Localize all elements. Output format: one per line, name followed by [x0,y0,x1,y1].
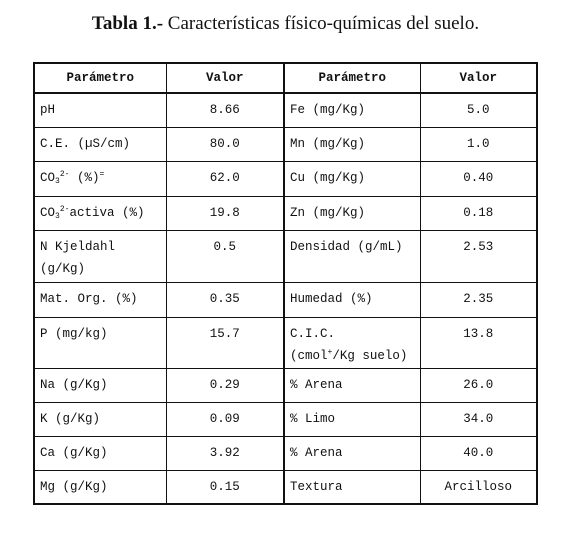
table-caption [0,12,571,36]
param-cell: Zn (mg/Kg) [284,197,420,231]
table-row [34,471,537,505]
param-line2a: (cmol [290,349,328,363]
table-row [34,231,537,283]
header-parametro-right: Parámetro [284,63,420,93]
param-cell: Na (g/Kg) [34,369,166,403]
table-row [34,437,537,471]
caption-lead: Tabla 1.- [91,13,164,34]
table-row [34,318,537,369]
header-valor-right: Valor [420,63,537,93]
param-rest: activa (%) [69,206,145,220]
param-subscript: 3 [55,177,60,186]
value-cell: 2.53 [420,231,537,283]
param-cell: Densidad (g/mL) [284,231,420,283]
value-cell: 26.0 [420,369,537,403]
value-cell: 3.92 [166,437,284,471]
header-parametro-left: Parámetro [34,63,166,93]
param-line1: C.I.C. [290,327,336,341]
param-cell: Mn (mg/Kg) [284,128,420,162]
param-cell: C.E. (µS/cm) [34,128,166,162]
value-cell: 0.40 [420,162,537,197]
param-base: CO [40,206,56,220]
param-subscript: 3 [55,212,60,221]
param-cell: Cu (mg/Kg) [284,162,420,197]
param-cell: % Limo [284,403,420,437]
caption-text: Características físico-químicas del suelo. [167,13,480,34]
value-cell: 80.0 [166,128,284,162]
param-superscript: 2- [59,170,70,179]
param-rest: (%) [69,171,100,185]
param-cell: % Arena [284,369,420,403]
value-cell: 40.0 [420,437,537,471]
table-row [34,162,537,197]
value-cell: 13.8 [420,318,537,369]
param-cell: Ca (g/Kg) [34,437,166,471]
param-base: CO [40,171,56,185]
value-cell: 0.18 [420,197,537,231]
param-cell [34,162,166,197]
param-cell: Mat. Org. (%) [34,283,166,318]
value-cell: 34.0 [420,403,537,437]
param-cell: Fe (mg/Kg) [284,93,420,128]
table-row [34,283,537,318]
param-line2b: /Kg suelo) [332,349,408,363]
table-header-row [34,63,537,93]
value-cell: Arcilloso [420,471,537,505]
table-row [34,93,537,128]
table-row [34,128,537,162]
param-cell: N Kjeldahl (g/Kg) [34,231,166,283]
param-cell [284,318,420,369]
value-cell: 0.15 [166,471,284,505]
value-cell: 0.09 [166,403,284,437]
param-superscript: + [327,348,333,357]
value-cell: 62.0 [166,162,284,197]
value-cell: 0.5 [166,231,284,283]
value-cell: 8.66 [166,93,284,128]
table-row [34,197,537,231]
param-tail: = [99,170,105,179]
param-cell: Humedad (%) [284,283,420,318]
param-cell: % Arena [284,437,420,471]
param-cell: pH [34,93,166,128]
param-cell: Mg (g/Kg) [34,471,166,505]
param-cell: P (mg/kg) [34,318,166,369]
param-superscript: 2- [59,205,70,214]
header-valor-left: Valor [166,63,284,93]
table-row [34,403,537,437]
value-cell: 2.35 [420,283,537,318]
value-cell: 0.29 [166,369,284,403]
soil-characteristics-table [33,62,538,505]
table-row [34,369,537,403]
param-cell [34,197,166,231]
value-cell: 19.8 [166,197,284,231]
param-cell: K (g/Kg) [34,403,166,437]
value-cell: 5.0 [420,93,537,128]
value-cell: 0.35 [166,283,284,318]
value-cell: 15.7 [166,318,284,369]
param-cell: Textura [284,471,420,505]
value-cell: 1.0 [420,128,537,162]
